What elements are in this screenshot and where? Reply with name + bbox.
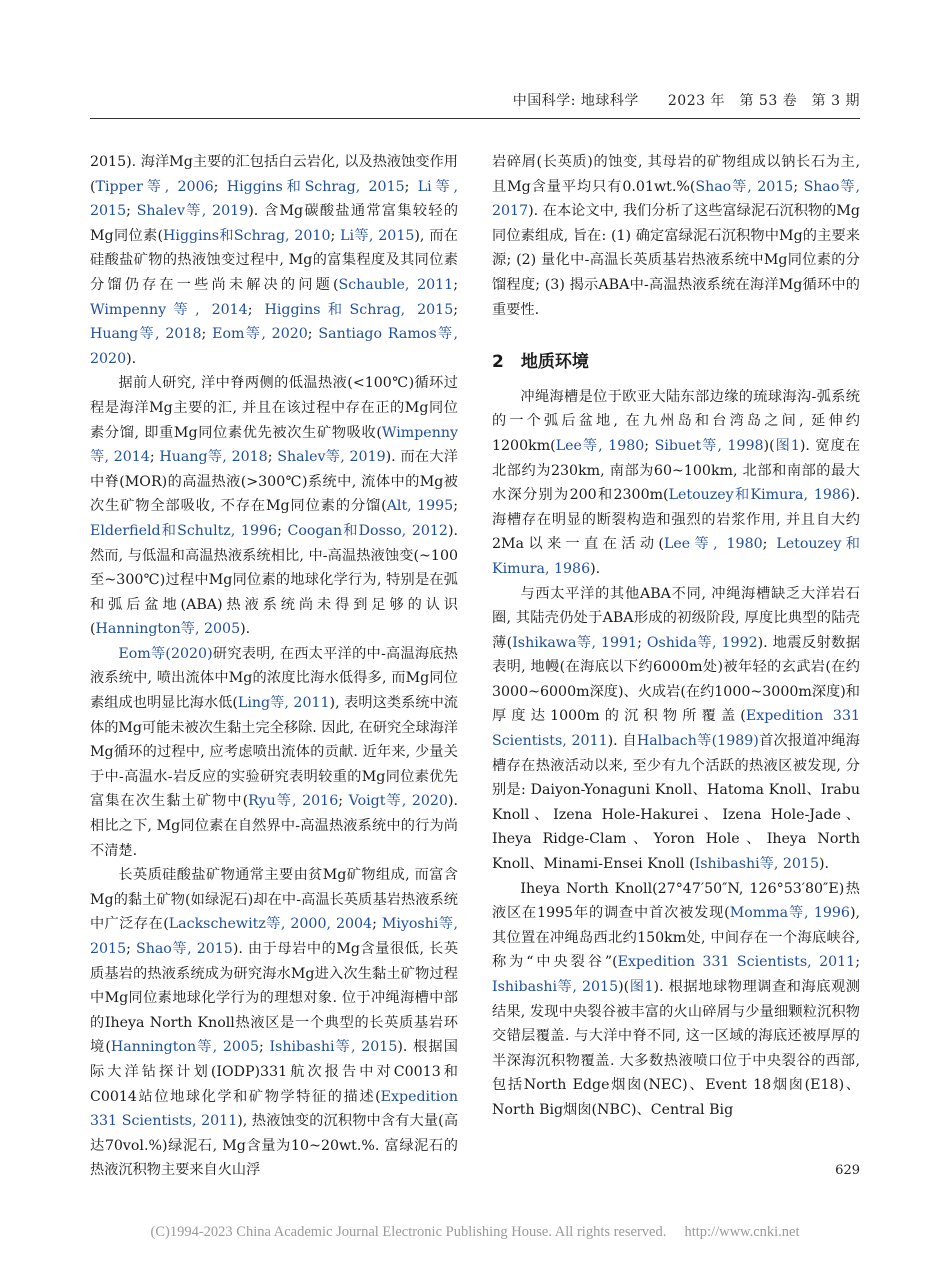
citation-link[interactable]: Alt, 1995 bbox=[386, 498, 454, 515]
body-text: ; bbox=[126, 941, 136, 957]
citation-link[interactable]: Huang等, 2018 bbox=[159, 449, 268, 466]
citation-link[interactable]: Lee等, 1980 bbox=[555, 437, 645, 454]
body-text: ; bbox=[453, 498, 458, 515]
body-text: 长英质硅酸盐矿物通常主要由贫Mg矿物组成, 而富含Mg的黏土矿物(如绿泥石)却在中-高温长英质基岩热液系统中广泛存在( bbox=[90, 867, 458, 933]
citation-link[interactable]: Shao等, 2015 bbox=[135, 941, 233, 957]
body-text: ). 由于母岩中的Mg含量很低, 长英质基岩的热液系统成为研究海水Mg进入次生黏土矿物过程中Mg同位素地球化学行为的理想对象. 位于冲绳海槽中部的Iheya North Knoll热液区是一个典型的长英质基岩环境( bbox=[90, 941, 459, 1056]
body-text: ; bbox=[213, 178, 227, 195]
citation-link[interactable]: Momma等, 1996 bbox=[729, 905, 850, 922]
page-number: 629 bbox=[835, 1163, 860, 1178]
body-text: ). 根据国际大洋钻探计划(IODP)331航次报告中对C0013和C0014站位地球化学和矿物学特征的描述( bbox=[90, 1039, 458, 1105]
citation-link[interactable]: Oshida等, 1992 bbox=[646, 634, 758, 651]
body-text: ; bbox=[372, 916, 382, 933]
body-text: ; bbox=[247, 301, 265, 318]
body-text: ), 其位置在冲绳岛西北约150km处, 中间存在一个海底峡谷, 称为“中央裂谷”( bbox=[492, 905, 860, 971]
body-text: ). 相比之下, Mg同位素在自然界中-高温热液系统中的行为尚不清楚. bbox=[90, 793, 459, 859]
citation-link[interactable]: Ishibashi等, 2015 bbox=[492, 979, 619, 995]
right-column bbox=[492, 150, 860, 1123]
citation-link[interactable]: Ling等, 2011 bbox=[237, 695, 330, 712]
citation-link[interactable]: Letouzey和Kimura, 1986 bbox=[492, 536, 860, 577]
citation-link[interactable]: Hannington等, 2005 bbox=[95, 621, 241, 638]
citation-link[interactable]: Coogan和Dosso, 2012 bbox=[287, 522, 448, 539]
body-text: ; bbox=[267, 449, 278, 466]
body-text: ; bbox=[307, 326, 319, 343]
body-text: ). 然而, 与低温和高温热液系统相比, 中-高温热液蚀变(~100至~300℃)过程中Mg同位素的地球化学行为, 特别是在弧和弧后盆地(ABA)热液系统尚未得到足够的认识( bbox=[90, 522, 458, 638]
body-text: ; bbox=[644, 437, 655, 454]
citation-link[interactable]: Tipper等, 2006 bbox=[95, 178, 214, 195]
body-text: ). 含Mg碳酸盐通常富集较轻的Mg同位素( bbox=[90, 203, 459, 244]
citation-link[interactable]: Hannington等, 2005 bbox=[110, 1039, 259, 1056]
left-column bbox=[90, 150, 458, 1183]
citation-link[interactable]: Eom等(2020) bbox=[118, 645, 213, 662]
body-text: 据前人研究, 洋中脊两侧的低温热液(<100℃)循环过程是海洋Mg主要的汇, 并且在该过程中存在正的Mg同位素分馏, 即重Mg同位素优先被次生矿物吸收( bbox=[90, 375, 458, 441]
body-text: ; bbox=[855, 954, 860, 971]
copyright-footer: (C)1994-2023 China Academic Journal Electronic Publishing House. All rights reserved. http://www.cnki.net bbox=[150, 1224, 800, 1240]
citation-link[interactable]: Li等, 2015 bbox=[90, 178, 459, 220]
citation-link[interactable]: Shalev等, 2019 bbox=[136, 203, 249, 220]
citation-link[interactable]: Expedition 331 Scientists, 2011 bbox=[90, 1088, 458, 1130]
paragraph bbox=[90, 863, 458, 1183]
body-text: ). 海槽存在明显的断裂构造和强烈的岩浆作用, 并且自大约2Ma以来一直在活动( bbox=[492, 487, 860, 553]
body-text: ). 在本论文中, 我们分析了这些富绿泥石沉积物的Mg同位素组成, 旨在: (1) 确定富绿泥石沉积物中Mg的主要来源; (2) 量化中-高温长英质基岩热液系统中Mg同位素的分馏程度; (3) 揭示ABA中-高温热液系统在海洋Mg循环中的重要性. bbox=[492, 203, 860, 318]
body-text: ; bbox=[201, 326, 213, 343]
body-text: ; bbox=[149, 449, 160, 466]
body-text: )( bbox=[618, 979, 630, 995]
body-text: 岩碎屑(长英质)的蚀变, 其母岩的矿物组成以钠长石为主, 且Mg含量平均只有0.01wt.%( bbox=[492, 154, 860, 195]
citation-link[interactable]: Elderfield和Schultz, 1996 bbox=[90, 522, 278, 539]
citation-link[interactable]: Sibuet等, 1998 bbox=[654, 437, 764, 454]
citation-link[interactable]: Eom等, 2020 bbox=[212, 326, 308, 343]
body-text: ; bbox=[277, 522, 288, 539]
paragraph bbox=[90, 371, 458, 642]
body-text: ; bbox=[404, 178, 418, 195]
paragraph bbox=[90, 642, 458, 863]
body-text: ; bbox=[330, 227, 341, 244]
body-text: ), 而在硅酸盐矿物的热液蚀变过程中, Mg的富集程度及其同位素分馏仍存在一些尚未解决的问题( bbox=[90, 227, 458, 293]
citation-link[interactable]: Expedition 331 Scientists, 2011 bbox=[617, 954, 856, 971]
paragraph bbox=[492, 150, 860, 322]
citation-link[interactable]: Halbach等(1989) bbox=[636, 733, 759, 750]
citation-link[interactable]: Higgins和Schrag, 2015 bbox=[226, 178, 405, 195]
paragraph bbox=[90, 150, 458, 371]
body-text: ). bbox=[126, 350, 137, 367]
citation-link[interactable]: Ishibashi等, 2015 bbox=[694, 856, 819, 873]
running-header: 中国科学: 地球科学 2023 年 第 53 卷 第 3 期 bbox=[512, 93, 860, 109]
citation-link[interactable]: Li等, 2015 bbox=[340, 227, 415, 244]
body-text: ). bbox=[240, 621, 251, 638]
paragraph bbox=[492, 582, 860, 877]
body-text: . 海洋Mg主要的汇包括白云岩化, 以及热液蚀变作用( bbox=[90, 154, 458, 195]
body-text: ), 表明这类系统中流体的Mg可能未被次生黏土完全移除. 因此, 在研究全球海洋Mg循环的过程中, 应考虑喷出流体的贡献. 近年来, 少量关于中-高温水-岩反应的实验研究表明较重的Mg同位素优先富集在次生黏土矿物中( bbox=[90, 695, 458, 810]
paragraph bbox=[492, 877, 860, 1123]
citation-link[interactable]: Huang等, 2018 bbox=[90, 326, 202, 343]
body-text: 2015) bbox=[90, 154, 132, 170]
body-text: ). 自 bbox=[607, 733, 637, 750]
citation-link[interactable]: Wimpenny等, 2014 bbox=[90, 424, 458, 466]
citation-link[interactable]: Shalev等, 2019 bbox=[277, 449, 386, 466]
body-text: ), 热液蚀变的沉积物中含有大量(高达70vol.%)绿泥石, Mg含量为10~20wt.%. 富绿泥石的热液沉积物主要来自火山浮 bbox=[90, 1113, 459, 1179]
citation-link[interactable]: Shao等, 2017 bbox=[492, 178, 861, 220]
citation-link[interactable]: Wimpenny等, 2014 bbox=[90, 301, 248, 318]
citation-link[interactable]: Voigt等, 2020 bbox=[348, 793, 448, 810]
body-text: ). bbox=[818, 856, 830, 873]
citation-link[interactable]: Higgins和Schrag, 2010 bbox=[163, 227, 331, 244]
citation-link[interactable]: Ishikawa等, 1991 bbox=[512, 634, 638, 651]
citation-link[interactable]: Shao等, 2015 bbox=[695, 178, 794, 195]
body-text: ; bbox=[762, 536, 777, 553]
citation-link[interactable]: Lee等, 1980 bbox=[663, 536, 763, 553]
citation-link[interactable]: Miyoshi等, 2015 bbox=[90, 916, 458, 957]
body-text: 研究表明, 在西太平洋的中-高温海底热液系统中, 喷出流体中Mg的浓度比海水低得多, 而Mg同位素组成也明显比海水低( bbox=[90, 645, 458, 712]
citation-link[interactable]: 图1 bbox=[774, 437, 800, 454]
citation-link[interactable]: Schauble, 2011 bbox=[338, 276, 454, 293]
paragraph bbox=[492, 385, 860, 582]
body-text: )( bbox=[763, 437, 775, 454]
body-text: ; bbox=[338, 793, 349, 810]
header-rule bbox=[90, 118, 860, 119]
citation-link[interactable]: 图1 bbox=[629, 979, 654, 995]
body-text: 冲绳海槽是位于欧亚大陆东部边缘的琉球海沟-弧系统的一个弧后盆地, 在九州岛和台湾岛之间, 延伸约1200km( bbox=[492, 388, 860, 454]
body-text: 与西太平洋的其他ABA不同, 冲绳海槽缺乏大洋岩石圈, 其陆壳仍处于ABA形成的初级阶段, 厚度比典型的陆壳薄( bbox=[492, 585, 860, 651]
body-text: ; bbox=[453, 276, 458, 293]
body-text: ; bbox=[258, 1039, 270, 1056]
citation-link[interactable]: Expedition 331 Scientists, 2011 bbox=[492, 708, 860, 750]
body-text: ). 根据地球物理调查和海底观测结果, 发现中央裂谷被丰富的火山碎屑与少量细颗粒沉积物交错层覆盖. 与大洋中脊不同, 这一区域的海底还被厚厚的半深海沉积物覆盖. 大多数热液喷口位于中央裂谷的西部, 包括North Edge烟囱(NEC)、Event 18烟囱(E18)、North Big烟囱(NBC)、Central Big bbox=[492, 979, 860, 1118]
body-text: ). 而在大洋中脊(MOR)的高温热液(>300℃)系统中, 流体中的Mg被次生矿物全部吸收, 不存在Mg同位素的分馏( bbox=[90, 449, 458, 515]
body-text: ). 地震反射数据表明, 地幔(在海底以下约6000m处)被年轻的玄武岩(在约3000~6000m深度)、火成岩(在约1000~3000m深度)和厚度达1000m的沉积物所覆盖( bbox=[492, 634, 861, 725]
section-heading: 2 地质环境 bbox=[492, 352, 589, 373]
body-text: ; bbox=[637, 634, 647, 651]
citation-link[interactable]: Ryu等, 2016 bbox=[248, 793, 339, 810]
citation-link[interactable]: Lackschewitz等, 2000, 2004 bbox=[168, 916, 373, 933]
body-text: ; bbox=[793, 178, 804, 195]
body-text: 首次报道冲绳海槽存在热液活动以来, 至少有九个活跃的热液区被发现, 分别是: Daiyon-Yonaguni Knoll、Hatoma Knoll、Irabu Knoll、Izena Hole-Hakurei、Izena Hole-Jade、Iheya Ridge-Clam、Yoron Hole、Iheya North Knoll、Minami-Ensei Knoll ( bbox=[492, 733, 860, 873]
body-text: ). bbox=[590, 560, 601, 577]
citation-link[interactable]: Santiago Ramos等, 2020 bbox=[90, 326, 458, 367]
body-text: Iheya North Knoll(27°47′50″N, 126°53′80″E)热液区在1995年的调查中首次被发现( bbox=[492, 880, 860, 922]
body-text: ; bbox=[453, 301, 459, 318]
citation-link[interactable]: Ishibashi等, 2015 bbox=[269, 1039, 398, 1056]
citation-link[interactable]: Higgins和Schrag, 2015 bbox=[264, 301, 454, 318]
body-text: ; bbox=[126, 203, 137, 220]
body-text: ). 宽度在北部约为230km, 南部为60~100km, 北部和南部的最大水深分别为200和2300m( bbox=[492, 437, 861, 504]
citation-link[interactable]: Letouzey和Kimura, 1986 bbox=[668, 487, 850, 504]
